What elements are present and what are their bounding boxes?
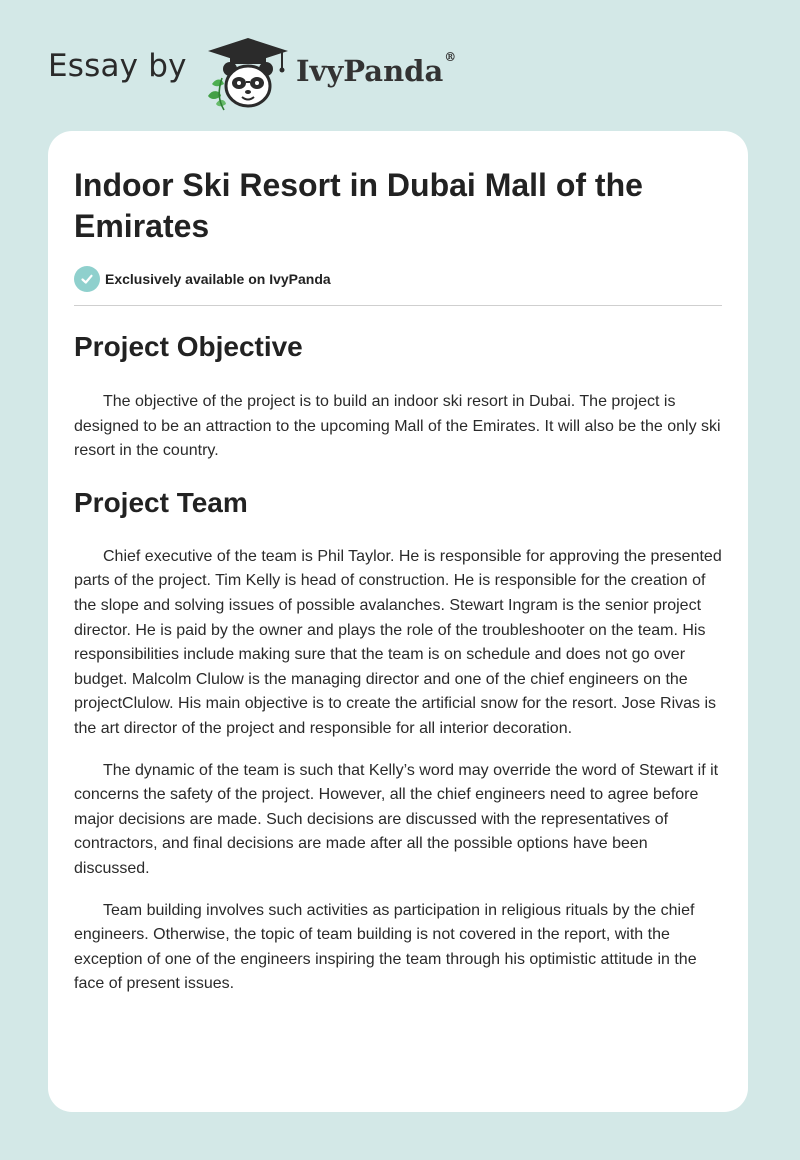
brand-header [48, 30, 508, 112]
section-project-objective [74, 330, 722, 464]
exclusive-label: Exclusively available on IvyPanda [105, 271, 331, 287]
paragraph: The dynamic of the team is such that Kelly’s word may override the word of Stewart if it concerns the safety of the project. However, all the chief engineers need to agree before major decisions are made. Such decisions are discussed with the representatives of contractors, and final decisions are made after all the possible options have been discussed. [74, 761, 719, 877]
panda-graduate-icon[interactable] [202, 34, 294, 112]
paragraph: Team building involves such activities as participation in religious rituals by the chief engineers. Otherwise, the topic of team building is not covered in the report, with the exception of one of the engineers inspiring the team through his optimistic attitude in the face of present issues. [74, 901, 697, 993]
registered-mark: ® [444, 50, 457, 64]
divider [74, 305, 722, 306]
page-title: Indoor Ski Resort in Dubai Mall of the Emirates [74, 167, 643, 244]
paragraph: Chief executive of the team is Phil Taylor. He is responsible for approving the presented parts of the project. Tim Kelly is head of construction. He is responsible for the creation of the slope and solving issues of possible avalanches. Stewart Ingram is the senior project director. He is paid by the owner and plays the role of the troubleshooter on the team. His responsibilities include making sure that the team is on schedule and does not go over budget. Malcolm Clulow is the managing director and one of the chief engineers on the projectClulow. His main objective is to create the artificial snow for the resort. Jose Rivas is the art director of the project and responsible for all interior decoration. [74, 547, 722, 737]
brand-name[interactable]: IvyPanda® [296, 50, 457, 88]
section-project-team [74, 486, 722, 997]
section-heading: Project Team [74, 486, 248, 518]
paragraph: The objective of the project is to build an indoor ski resort in Dubai. The project is designed to be an attraction to the upcoming Mall of the Emirates. It will also be the only ski resort in the country. [74, 393, 721, 460]
check-icon [74, 266, 100, 292]
section-heading: Project Objective [74, 331, 303, 362]
exclusive-badge-row [74, 265, 722, 293]
essay-by-label: Essay by [48, 48, 187, 84]
document-card [48, 131, 748, 1112]
